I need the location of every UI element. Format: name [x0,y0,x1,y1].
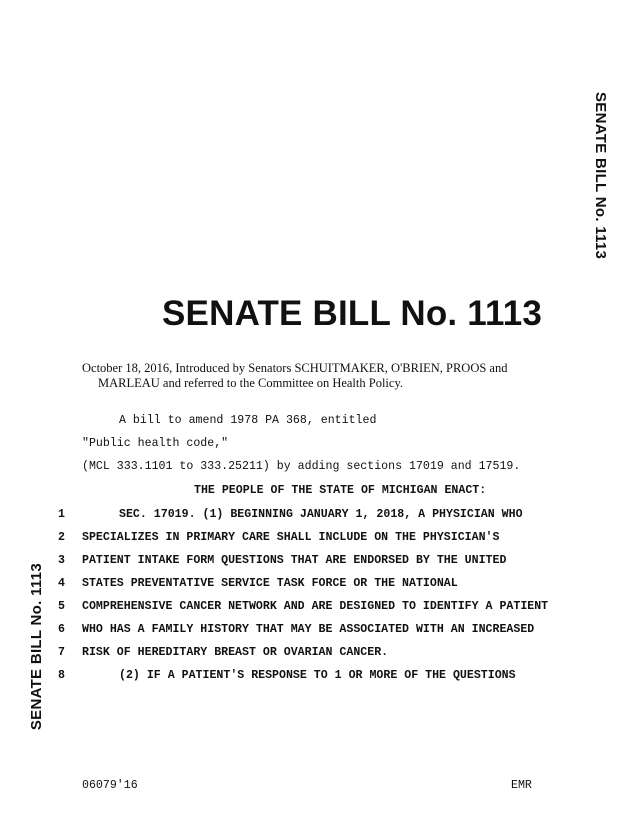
line-number: 6 [58,623,65,636]
enacting-clause: THE PEOPLE OF THE STATE OF MICHIGAN ENACT: [194,484,487,497]
line-number: 8 [58,669,65,682]
intro-line-2: MARLEAU and referred to the Committee on Health Policy. [98,376,404,390]
side-bill-label-left: SENATE BILL No. 1113 [28,563,45,731]
line-number: 1 [58,508,65,521]
bill-text-line: SPECIALIZES IN PRIMARY CARE SHALL INCLUDE ON THE PHYSICIAN'S [82,531,500,544]
side-bill-label-right: SENATE BILL No. 1113 [592,92,609,260]
bill-title: SENATE BILL No. 1113 [162,294,543,333]
line-number: 3 [58,554,65,567]
preamble-line-2: "Public health code," [82,437,229,450]
preamble-line-3: (MCL 333.1101 to 333.25211) by adding sections 17019 and 17519. [82,460,521,473]
bill-text-line: SEC. 17019. (1) BEGINNING JANUARY 1, 2018, A PHYSICIAN WHO [119,508,523,521]
bill-text-line: STATES PREVENTATIVE SERVICE TASK FORCE OR THE NATIONAL [82,577,458,590]
intro-line-1: October 18, 2016, Introduced by Senators SCHUITMAKER, O'BRIEN, PROOS and [82,361,508,375]
bill-text-line: WHO HAS A FAMILY HISTORY THAT MAY BE ASSOCIATED WITH AN INCREASED [82,623,535,636]
bill-text-line: PATIENT INTAKE FORM QUESTIONS THAT ARE ENDORSED BY THE UNITED [82,554,507,567]
footer-document-code: 06079'16 [82,779,138,792]
bill-text-line: COMPREHENSIVE CANCER NETWORK AND ARE DESIGNED TO IDENTIFY A PATIENT [82,600,549,613]
bill-text-line: (2) IF A PATIENT'S RESPONSE TO 1 OR MORE OF THE QUESTIONS [119,669,516,682]
bill-text-line: RISK OF HEREDITARY BREAST OR OVARIAN CANCER. [82,646,389,659]
line-number: 7 [58,646,65,659]
line-number: 5 [58,600,65,613]
line-number: 2 [58,531,65,544]
introduction-note [82,361,522,391]
footer-initials: EMR [511,779,532,792]
line-number: 4 [58,577,65,590]
preamble-line-1: A bill to amend 1978 PA 368, entitled [119,414,377,427]
